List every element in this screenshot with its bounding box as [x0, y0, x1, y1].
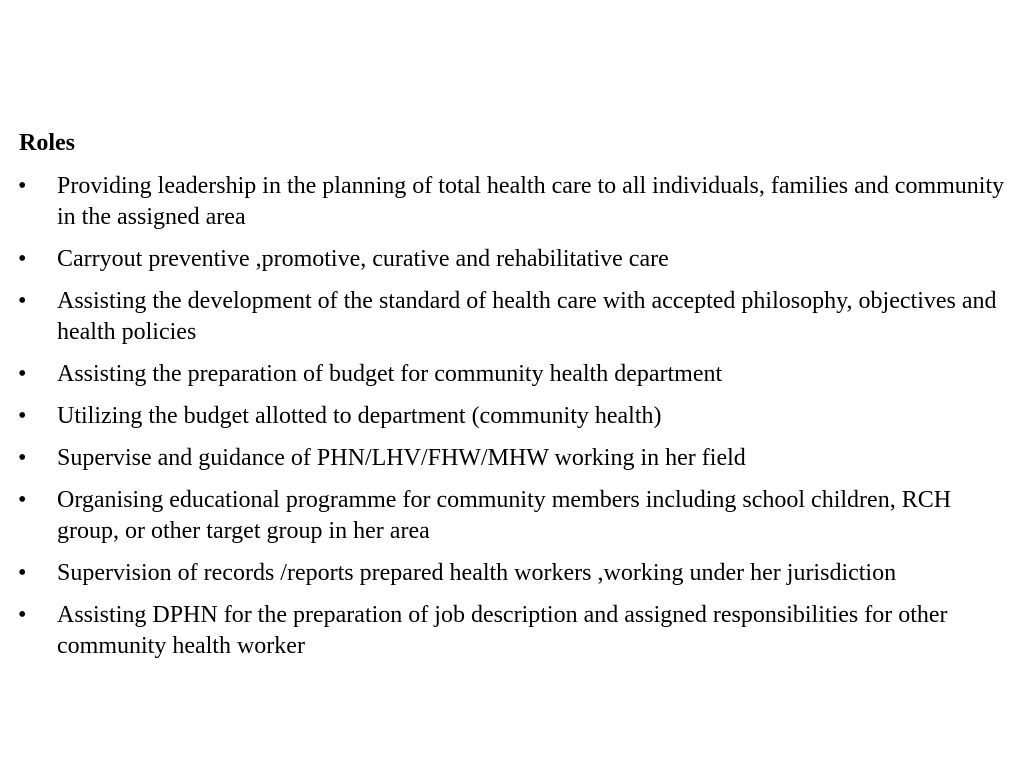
list-item — [0, 558, 1010, 589]
list-item — [0, 485, 1010, 547]
list-item — [0, 244, 1010, 275]
bullet-icon: • — [18, 403, 27, 429]
list-item — [0, 171, 1010, 233]
list-item-text: Carryout preventive ,promotive, curative and rehabilitative care — [57, 246, 669, 272]
list-item-text: Organising educational programme for community members including school children, RCH group, or other target group in her area — [57, 487, 952, 544]
bullet-icon: • — [18, 445, 27, 471]
bullet-icon: • — [18, 487, 27, 513]
list-item-text: Assisting the development of the standard of health care with accepted philosophy, objectives and health policies — [57, 288, 997, 345]
list-item — [0, 359, 1010, 390]
section-heading: Roles — [19, 130, 75, 156]
list-item-text: Supervise and guidance of PHN/LHV/FHW/MHW working in her field — [57, 445, 746, 471]
list-item-text: Supervision of records /reports prepared health workers ,working under her jurisdiction — [57, 560, 897, 586]
bullet-icon: • — [18, 560, 27, 586]
list-item-text: Assisting DPHN for the preparation of job description and assigned responsibilities for other community health worker — [57, 602, 948, 659]
bullet-icon: • — [18, 288, 27, 314]
bullet-icon: • — [18, 361, 27, 387]
bullet-icon: • — [18, 173, 27, 199]
list-item-text: Providing leadership in the planning of total health care to all individuals, families and community in the assigned area — [57, 173, 1005, 230]
list-item — [0, 401, 1010, 432]
list-item — [0, 600, 1010, 662]
list-item-text: Assisting the preparation of budget for community health department — [57, 361, 723, 387]
list-item — [0, 443, 1010, 474]
list-item — [0, 286, 1010, 348]
roles-list — [0, 171, 1010, 673]
bullet-icon: • — [18, 602, 27, 628]
bullet-icon: • — [18, 246, 27, 272]
list-item-text: Utilizing the budget allotted to department (community health) — [57, 403, 662, 429]
